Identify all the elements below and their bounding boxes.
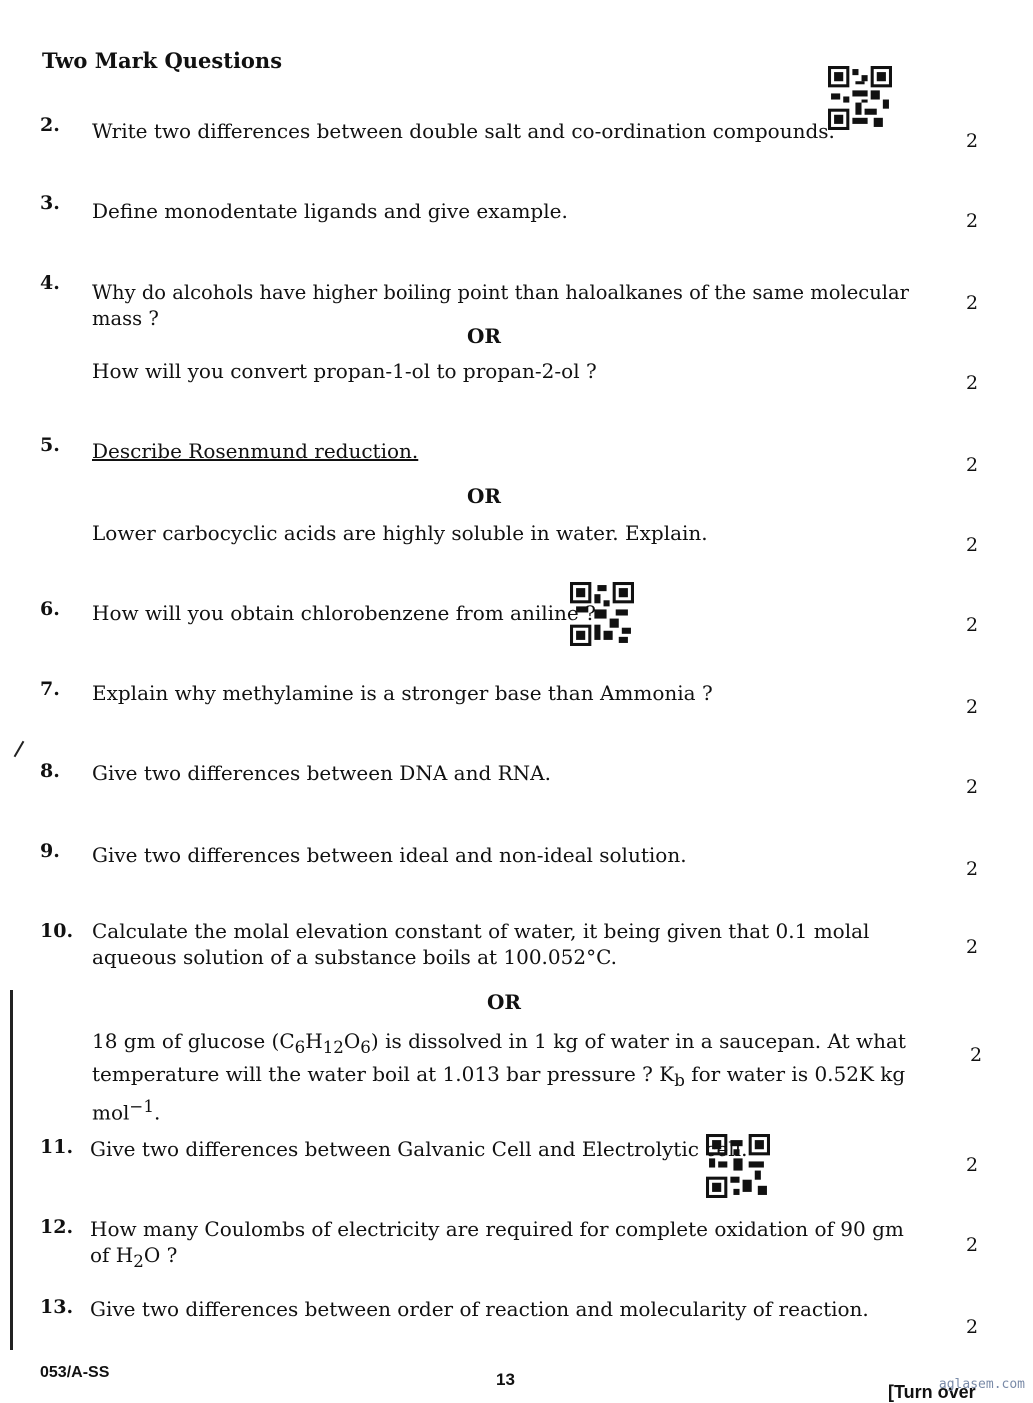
section-heading: Two Mark Questions (42, 48, 283, 73)
question-number: 7. (40, 678, 60, 700)
marks: 2 (970, 1044, 983, 1066)
question-text: Give two differences between ideal and non-ideal solution. (92, 843, 687, 867)
marks: 2 (966, 776, 979, 798)
question-text: How many Coulombs of electricity are required for complete oxidation of 90 gm of $H_2O$ ? (90, 1217, 904, 1271)
alternative-question-text: How will you convert propan-1-ol to propan-2-ol ? (92, 359, 597, 383)
question-number: 6. (40, 598, 60, 620)
alternative-question-text: 18 gm of glucose $(C_6H_{12}O_6)$ is dissolved in 1 kg of water in a saucepan. At what temperature will the water boil at 1.013 bar pressure ? $K_b$ for water is 0.52K kg mol$^{-1}$. (92, 1029, 906, 1125)
paper-code: 053/A-SS (40, 1364, 110, 1381)
question-text: Give two differences between DNA and RNA. (92, 761, 551, 785)
marks: 2 (966, 1234, 979, 1256)
alternative-question-text: Lower carbocyclic acids are highly soluble in water. Explain. (92, 521, 708, 545)
question-text: Calculate the molal elevation constant of water, it being given that 0.1 molal aqueous solution of a substance boils at 100.052°C. (92, 919, 870, 969)
question-number: 11. (40, 1136, 74, 1158)
marks: 2 (966, 210, 979, 232)
pen-mark (14, 741, 25, 758)
or-separator: OR (466, 484, 502, 508)
question-number: 5. (40, 434, 60, 456)
question-number: 9. (40, 840, 60, 862)
question-number: 4. (40, 272, 60, 294)
question-text: How will you obtain chlorobenzene from aniline ? (92, 601, 596, 625)
question-number: 2. (40, 114, 60, 136)
question-number: 8. (40, 760, 60, 782)
marks: 2 (966, 1316, 979, 1338)
marks: 2 (966, 454, 979, 476)
page-number: 13 (496, 1370, 515, 1389)
marks: 2 (966, 1154, 979, 1176)
question-text: Describe Rosenmund reduction. (92, 439, 419, 463)
question-text: Explain why methylamine is a stronger base than Ammonia ? (92, 681, 713, 705)
marks: 2 (966, 534, 979, 556)
question-number: 3. (40, 192, 60, 214)
question-text: Why do alcohols have higher boiling point than haloalkanes of the same molecular mass ? (92, 281, 909, 330)
question-number: 10. (40, 920, 74, 942)
marks: 2 (966, 372, 979, 394)
marks: 2 (966, 292, 979, 314)
question-number: 13. (40, 1296, 74, 1318)
question-text: Give two differences between order of reaction and molecularity of reaction. (90, 1297, 869, 1321)
or-separator: OR (466, 324, 502, 348)
or-separator: OR (486, 990, 522, 1014)
watermark: aglasem.com (938, 1377, 1025, 1392)
marks: 2 (966, 614, 979, 636)
question-text: Define monodentate ligands and give example. (92, 199, 568, 223)
turn-over-label: [Turn over (888, 1382, 976, 1402)
question-text: Write two differences between double salt and co-ordination compounds. (92, 119, 835, 143)
marks: 2 (966, 936, 979, 958)
marks: 2 (966, 696, 979, 718)
question-text: Give two differences between Galvanic Cell and Electrolytic cell. (90, 1137, 748, 1161)
question-number: 12. (40, 1216, 74, 1238)
marks: 2 (966, 130, 979, 152)
marks: 2 (966, 858, 979, 880)
left-scan-edge (10, 990, 13, 1350)
